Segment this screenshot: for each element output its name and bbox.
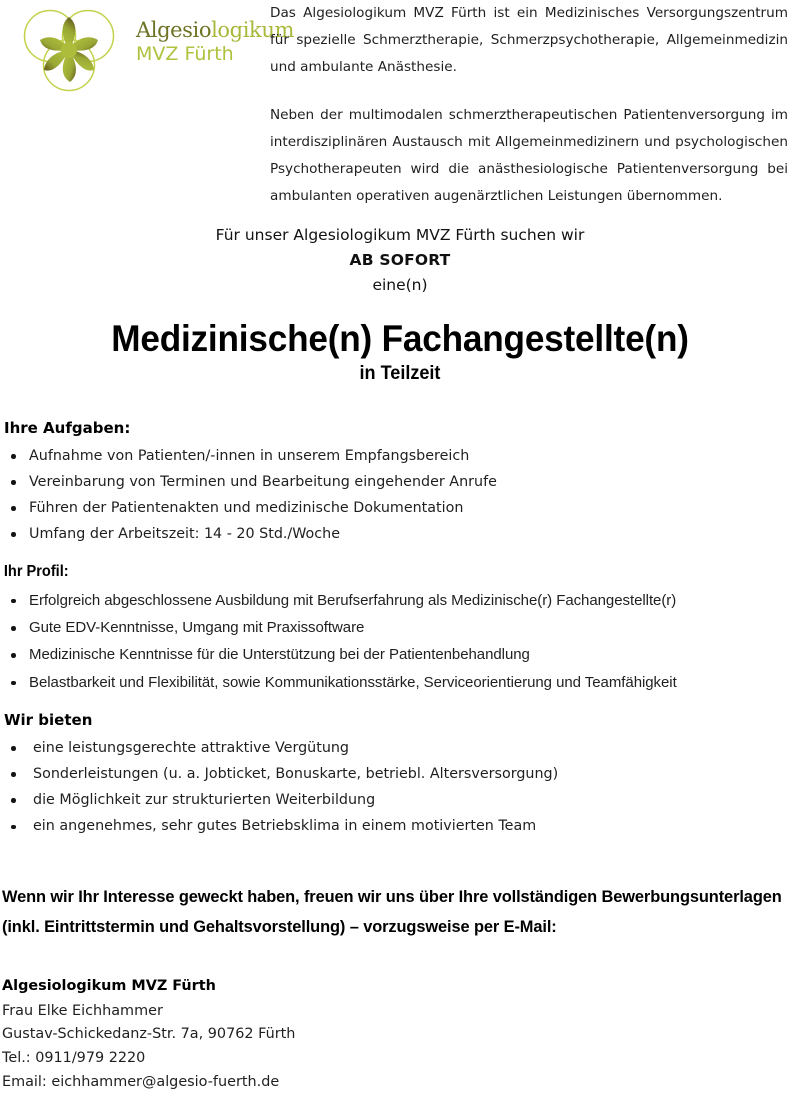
intro-paragraphs — [270, 0, 788, 210]
list-item-text: Aufnahme von Patienten/-innen in unserem Empfangsbereich — [29, 447, 470, 464]
document-header — [0, 0, 800, 205]
seeking-line-1: Für unser Algesiologikum MVZ Fürth suchen wir — [215, 226, 585, 244]
section-ihre-aufgaben — [2, 419, 790, 547]
bullet-dot-icon — [11, 798, 16, 803]
job-title: Medizinische(n) Fachangestellte(n) — [111, 318, 689, 360]
list-item — [2, 495, 790, 521]
list-item — [2, 813, 790, 839]
list-item — [2, 469, 790, 495]
list-item — [2, 614, 790, 641]
list-item — [2, 587, 790, 614]
list-item — [2, 443, 790, 469]
contact-block — [2, 975, 790, 1094]
contact-phone: Tel.: 0911/979 2220 — [2, 1050, 146, 1067]
list-item-text: Umfang der Arbeitszeit: 14 - 20 Std./Woche — [29, 525, 341, 542]
logo-company-name — [136, 18, 294, 42]
contact-email: Email: eichhammer@algesio-fuerth.de — [2, 1073, 280, 1090]
section-heading: Wir bieten — [4, 711, 93, 730]
job-title-block — [0, 318, 800, 384]
list-item — [2, 761, 790, 787]
section-heading: Ihre Aufgaben: — [4, 418, 131, 437]
bullet-dot-icon — [11, 506, 16, 511]
seeking-line-3: eine(n) — [372, 276, 428, 295]
section-spacer — [2, 547, 790, 563]
list-item-text: Führen der Patientenakten und medizinische Dokumentation — [29, 499, 464, 516]
section-ihr-profil — [2, 563, 790, 696]
bullet-dot-icon — [11, 746, 16, 751]
list-item-text: die Möglichkeit zur strukturierten Weiterbildung — [33, 792, 376, 809]
closing-paragraph: Wenn wir Ihr Interesse geweckt haben, freuen wir uns über Ihre vollständigen Bewerbungsunterlagen (inkl. Eintrittstermin und Gehaltsvorstellung) – vorzugsweise per E-Mail: — [2, 888, 782, 936]
bullet-list — [2, 443, 790, 547]
intro-paragraph-1: Das Algesiologikum MVZ Fürth ist ein Medizinisches Versorgungszentrum für spezielle Schmerztherapie, Schmerzpsychotherapie, Allgemeinmedizin und ambulante Anästhesie. — [270, 5, 788, 76]
logo-name-part1: Algesio — [136, 18, 212, 42]
trefoil-circles-logo-icon — [14, 6, 130, 92]
bullet-dot-icon — [11, 599, 16, 604]
intro-paragraph-2: Neben der multimodalen schmerztherapeutischen Patientenversorgung im interdisziplinären Austausch mit Allgemeinmedizinern und psychologischen Psychotherapeuten wird die anästhesiologische Patientenversorgung bei ambulanten operativen augenärztlichen Leistungen übernommen. — [270, 106, 788, 205]
seeking-block — [0, 223, 800, 298]
list-item-text: Gute EDV-Kenntnisse, Umgang mit Praxissoftware — [29, 619, 365, 637]
bullet-dot-icon — [11, 653, 16, 658]
list-item-text: Belastbarkeit und Flexibilität, sowie Kommunikationsstärke, Serviceorientierung und Teamfähigkeit — [29, 673, 677, 691]
list-item — [2, 641, 790, 668]
list-item-text: Medizinische Kenntnisse für die Unterstützung bei der Patientenbehandlung — [29, 646, 530, 664]
list-item — [2, 787, 790, 813]
section-heading: Ihr Profil: — [3, 562, 69, 580]
list-item-text: Vereinbarung von Terminen und Bearbeitung eingehender Anrufe — [29, 473, 497, 490]
bullet-dot-icon — [11, 772, 16, 777]
bullet-dot-icon — [11, 626, 16, 631]
logo-name-part2: logikum — [211, 18, 294, 42]
bullet-dot-icon — [11, 532, 16, 537]
section-spacer — [2, 696, 790, 711]
contact-person: Frau Elke Eichhammer — [2, 1002, 163, 1019]
content-sections — [0, 419, 800, 1094]
company-logo — [14, 6, 294, 92]
contact-organisation: Algesiologikum MVZ Fürth — [2, 978, 216, 995]
job-subtitle: in Teilzeit — [359, 362, 441, 384]
contact-address: Gustav-Schickedanz-Str. 7a, 90762 Fürth — [2, 1026, 296, 1043]
list-item-text: Erfolgreich abgeschlossene Ausbildung mit Berufserfahrung als Medizinische(r) Fachangestellte(r) — [29, 591, 677, 609]
bullet-dot-icon — [11, 681, 16, 686]
bullet-list — [2, 587, 790, 696]
list-item-text: Sonderleistungen (u. a. Jobticket, Bonuskarte, betriebl. Altersversorgung) — [33, 766, 559, 783]
list-item-text: ein angenehmes, sehr gutes Betriebsklima in einem motivierten Team — [33, 818, 537, 835]
list-item — [2, 521, 790, 547]
logo-wordmark — [136, 18, 294, 65]
list-item — [2, 735, 790, 761]
seeking-availability: AB SOFORT — [349, 251, 451, 270]
section-wir-bieten — [2, 711, 790, 839]
list-item-text: eine leistungsgerechte attraktive Vergütung — [33, 740, 350, 757]
bullet-dot-icon — [11, 454, 16, 459]
list-item — [2, 669, 790, 696]
bullet-dot-icon — [11, 825, 16, 830]
bullet-dot-icon — [11, 480, 16, 485]
logo-subtitle: MVZ Fürth — [136, 43, 234, 65]
bullet-list — [2, 735, 790, 839]
